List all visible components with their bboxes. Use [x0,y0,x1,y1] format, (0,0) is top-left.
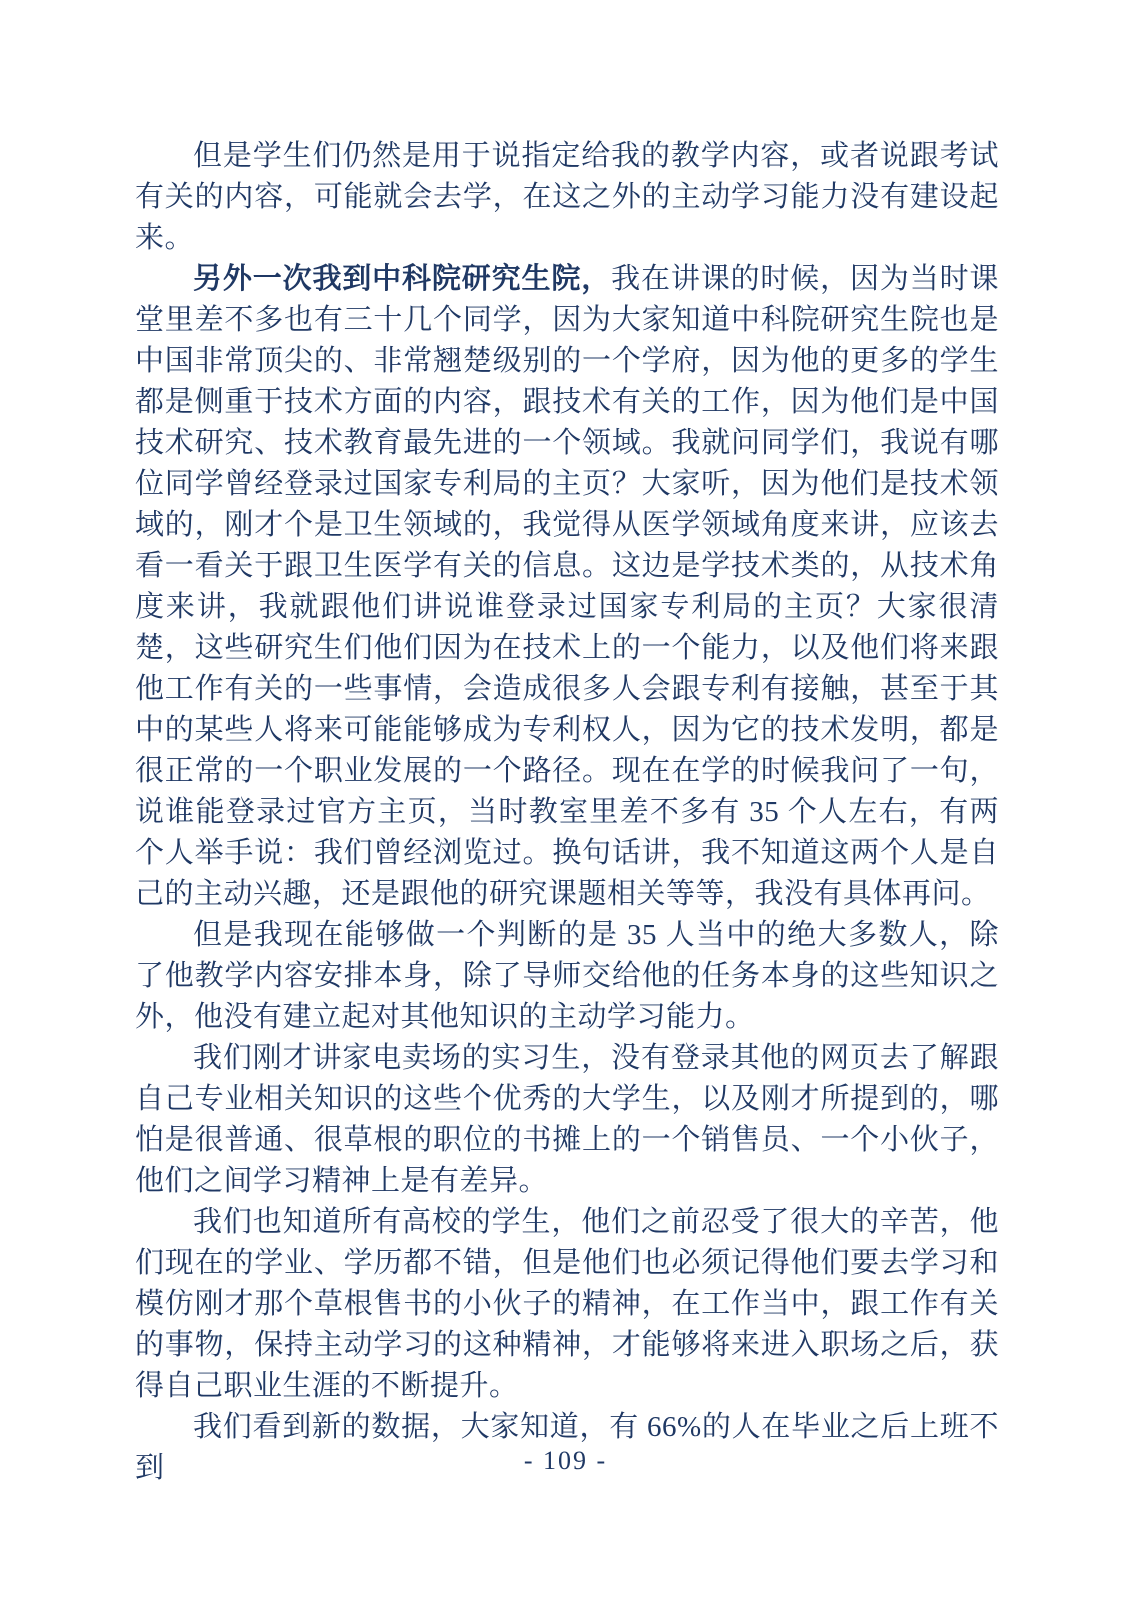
paragraph [135,915,999,1038]
text-run: 但是学生们仍然是用于说指定给我的教学内容，或者说跟考试有关的内容，可能就会去学，在这之外的主动学习能力没有建设起来。 [135,140,999,254]
text-run: 我们看到新的数据，大家知道，有 66%的人在毕业之后上班不到 [135,1411,999,1484]
paragraph [135,136,999,259]
page-footer [0,1446,1131,1476]
text-run: 我们刚才讲家电卖场的实习生，没有登录其他的网页去了解跟自己专业相关知识的这些个优秀的大学生，以及刚才所提到的，哪怕是很普通、很草根的职位的书摊上的一个销售员、一个小伙子，他们之间学习精神上是有差异。 [135,1042,999,1197]
bold-text-run: 另外一次我到中科院研究生院， [193,263,612,295]
paragraph [135,1038,999,1202]
text-run: 但是我现在能够做一个判断的是 35 人当中的绝大多数人，除了他教学内容安排本身，除了导师交给他的任务本身的这些知识之外，他没有建立起对其他知识的主动学习能力。 [135,919,999,1033]
page-number: - 109 - [523,1446,608,1475]
text-run: 我在讲课的时候，因为当时课堂里差不多也有三十几个同学，因为大家知道中科院研究生院也是中国非常顶尖的、非常翘楚级别的一个学府，因为他的更多的学生都是侧重于技术方面的内容，跟技术有关的工作，因为他们是中国技术研究、技术教育最先进的一个领域。我就问同学们，我说有哪位同学曾经登录过国家专利局的主页？大家听，因为他们是技术领域的，刚才个是卫生领域的，我觉得从医学领域角度来讲，应该去看一看关于跟卫生医学有关的信息。这边是学技术类的，从技术角度来讲，我就跟他们讲说谁登录过国家专利局的主页？大家很清楚，这些研究生们他们因为在技术上的一个能力，以及他们将来跟他工作有关的一些事情，会造成很多人会跟专利有接触，甚至于其中的某些人将来可能能够成为专利权人，因为它的技术发明，都是很正常的一个职业发展的一个路径。现在在学的时候我问了一句，说谁能登录过官方主页，当时教室里差不多有 35 个人左右，有两个人举手说：我们曾经浏览过。换句话讲，我不知道这两个人是自己的主动兴趣，还是跟他的研究课题相关等等，我没有具体再问。 [135,263,999,910]
text-run: 我们也知道所有高校的学生，他们之前忍受了很大的辛苦，他们现在的学业、学历都不错，但是他们也必须记得他们要去学习和模仿刚才那个草根售书的小伙子的精神，在工作当中，跟工作有关的事物，保持主动学习的这种精神，才能够将来进入职场之后，获得自己职业生涯的不断提升。 [135,1206,999,1402]
paragraph [135,1202,999,1407]
paragraph [135,259,999,915]
text-content [135,136,999,1489]
